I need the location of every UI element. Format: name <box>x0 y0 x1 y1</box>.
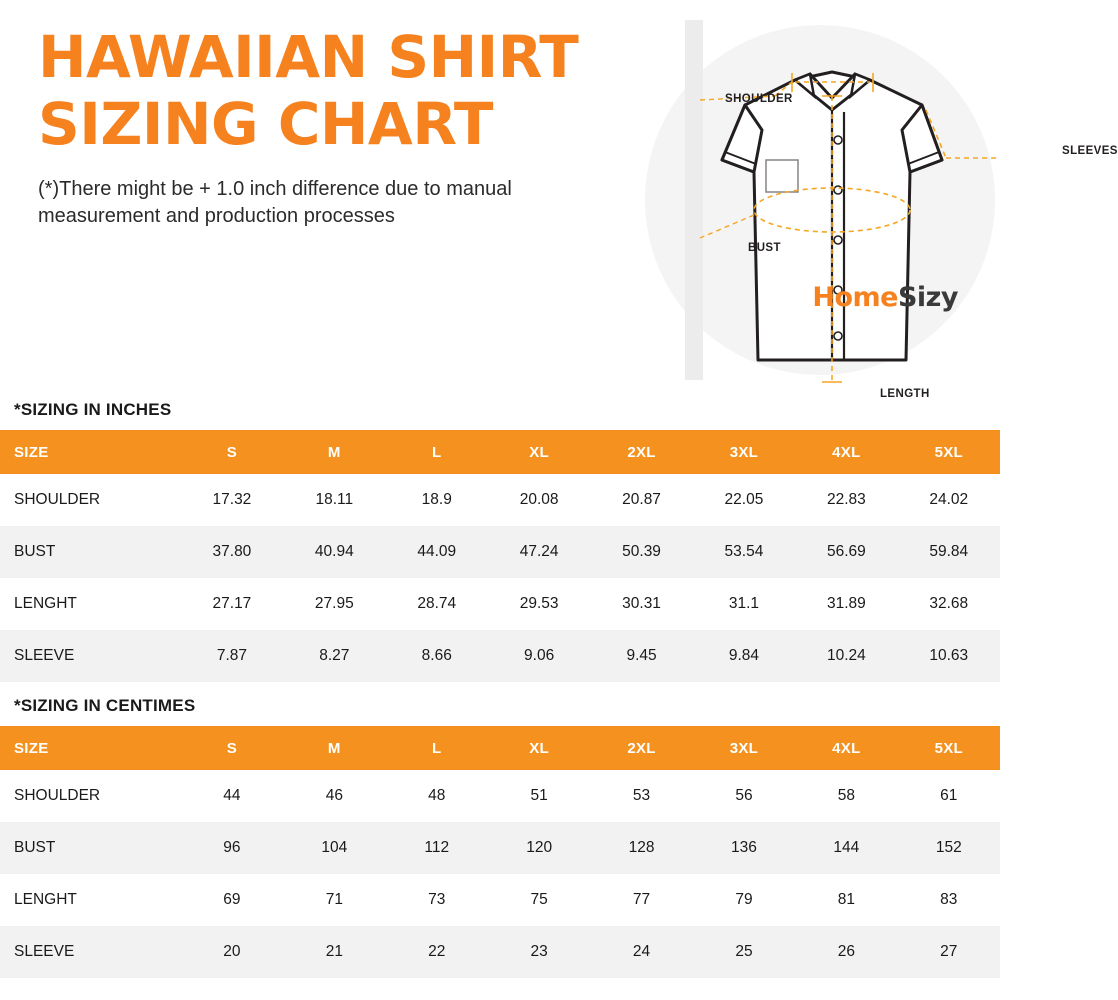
cell: 10.63 <box>898 630 1000 682</box>
cell: 112 <box>386 822 488 874</box>
cell: 18.11 <box>283 474 385 526</box>
cell: 28.74 <box>386 578 488 630</box>
cell: 128 <box>590 822 692 874</box>
cell: 8.66 <box>386 630 488 682</box>
row-label: SLEEVE <box>0 926 181 978</box>
cell: 20.08 <box>488 474 590 526</box>
cell: 8.27 <box>283 630 385 682</box>
column-header-5xl: 5XL <box>898 430 1000 474</box>
cell: 152 <box>898 822 1000 874</box>
column-header-xl: XL <box>488 726 590 770</box>
column-header-l: L <box>386 430 488 474</box>
cell: 7.87 <box>181 630 283 682</box>
column-header-3xl: 3XL <box>693 726 795 770</box>
cell: 9.06 <box>488 630 590 682</box>
column-header-2xl: 2XL <box>590 430 692 474</box>
cell: 22.05 <box>693 474 795 526</box>
cell: 27.17 <box>181 578 283 630</box>
cell: 136 <box>693 822 795 874</box>
annotation-shoulder: SHOULDER <box>725 93 793 105</box>
cell: 61 <box>898 770 1000 822</box>
cell: 104 <box>283 822 385 874</box>
column-header-s: S <box>181 726 283 770</box>
row-label: BUST <box>0 526 181 578</box>
cell: 29.53 <box>488 578 590 630</box>
table-body-inches <box>0 474 1000 682</box>
cell: 73 <box>386 874 488 926</box>
cell: 47.24 <box>488 526 590 578</box>
table-row <box>0 526 1000 578</box>
cell: 17.32 <box>181 474 283 526</box>
table-row <box>0 770 1000 822</box>
cell: 53.54 <box>693 526 795 578</box>
column-header-s: S <box>181 430 283 474</box>
column-header-size: SIZE <box>0 726 181 770</box>
table-row <box>0 822 1000 874</box>
cell: 26 <box>795 926 897 978</box>
cell: 40.94 <box>283 526 385 578</box>
table-row <box>0 474 1000 526</box>
table-header-centimes <box>0 726 1000 770</box>
column-header-4xl: 4XL <box>795 430 897 474</box>
annotation-sleeves: SLEEVES <box>1062 145 1118 157</box>
column-header-3xl: 3XL <box>693 430 795 474</box>
row-label: BUST <box>0 822 181 874</box>
column-header-5xl: 5XL <box>898 726 1000 770</box>
cell: 71 <box>283 874 385 926</box>
cell: 51 <box>488 770 590 822</box>
table-row <box>0 578 1000 630</box>
cell: 20.87 <box>590 474 692 526</box>
cell: 37.80 <box>181 526 283 578</box>
row-label: LENGHT <box>0 874 181 926</box>
brand-logo-first: Home <box>812 282 898 313</box>
cell: 46 <box>283 770 385 822</box>
cell: 10.24 <box>795 630 897 682</box>
sizing-table-inches <box>0 430 1000 682</box>
column-header-size: SIZE <box>0 430 181 474</box>
table-header-row <box>0 430 1000 474</box>
cell: 53 <box>590 770 692 822</box>
table-body-centimes <box>0 770 1000 978</box>
table-row <box>0 926 1000 978</box>
table-row <box>0 630 1000 682</box>
annotation-length: LENGTH <box>880 388 930 400</box>
table-header-row <box>0 726 1000 770</box>
cell: 75 <box>488 874 590 926</box>
cell: 18.9 <box>386 474 488 526</box>
cell: 31.1 <box>693 578 795 630</box>
cell: 23 <box>488 926 590 978</box>
cell: 27.95 <box>283 578 385 630</box>
cell: 24 <box>590 926 692 978</box>
header <box>0 0 1118 400</box>
cell: 44 <box>181 770 283 822</box>
cell: 59.84 <box>898 526 1000 578</box>
cell: 81 <box>795 874 897 926</box>
row-label: SHOULDER <box>0 474 181 526</box>
shirt-diagram-svg <box>570 10 1000 410</box>
cell: 32.68 <box>898 578 1000 630</box>
cell: 22 <box>386 926 488 978</box>
column-header-xl: XL <box>488 430 590 474</box>
cell: 56.69 <box>795 526 897 578</box>
page-title-line2: SIZING CHART <box>38 90 493 159</box>
cell: 77 <box>590 874 692 926</box>
cell: 9.84 <box>693 630 795 682</box>
table-row <box>0 874 1000 926</box>
shirt-illustration <box>570 10 1118 410</box>
table-header-inches <box>0 430 1000 474</box>
cell: 20 <box>181 926 283 978</box>
cell: 50.39 <box>590 526 692 578</box>
column-header-4xl: 4XL <box>795 726 897 770</box>
cell: 30.31 <box>590 578 692 630</box>
cell: 25 <box>693 926 795 978</box>
section-label-centimes: *SIZING IN CENTIMES <box>14 696 196 715</box>
cell: 31.89 <box>795 578 897 630</box>
annotation-bust: BUST <box>748 242 781 254</box>
sizing-table-centimes <box>0 726 1000 978</box>
row-label: LENGHT <box>0 578 181 630</box>
row-label: SLEEVE <box>0 630 181 682</box>
cell: 24.02 <box>898 474 1000 526</box>
cell: 9.45 <box>590 630 692 682</box>
cell: 69 <box>181 874 283 926</box>
cell: 56 <box>693 770 795 822</box>
brand-logo-second: Sizy <box>897 282 958 313</box>
cell: 83 <box>898 874 1000 926</box>
column-header-m: M <box>283 430 385 474</box>
cell: 144 <box>795 822 897 874</box>
row-label: SHOULDER <box>0 770 181 822</box>
cell: 79 <box>693 874 795 926</box>
cell: 22.83 <box>795 474 897 526</box>
disclaimer-text: (*)There might be + 1.0 inch difference due to manual measurement and production processes <box>38 178 512 228</box>
cell: 44.09 <box>386 526 488 578</box>
column-header-l: L <box>386 726 488 770</box>
cell: 58 <box>795 770 897 822</box>
cell: 27 <box>898 926 1000 978</box>
column-header-m: M <box>283 726 385 770</box>
column-header-2xl: 2XL <box>590 726 692 770</box>
brand-logo <box>812 282 958 313</box>
section-label-inches: *SIZING IN INCHES <box>14 400 172 419</box>
cell: 48 <box>386 770 488 822</box>
cell: 96 <box>181 822 283 874</box>
page-title-line1: HAWAIIAN SHIRT <box>38 23 579 91</box>
cell: 21 <box>283 926 385 978</box>
cell: 120 <box>488 822 590 874</box>
